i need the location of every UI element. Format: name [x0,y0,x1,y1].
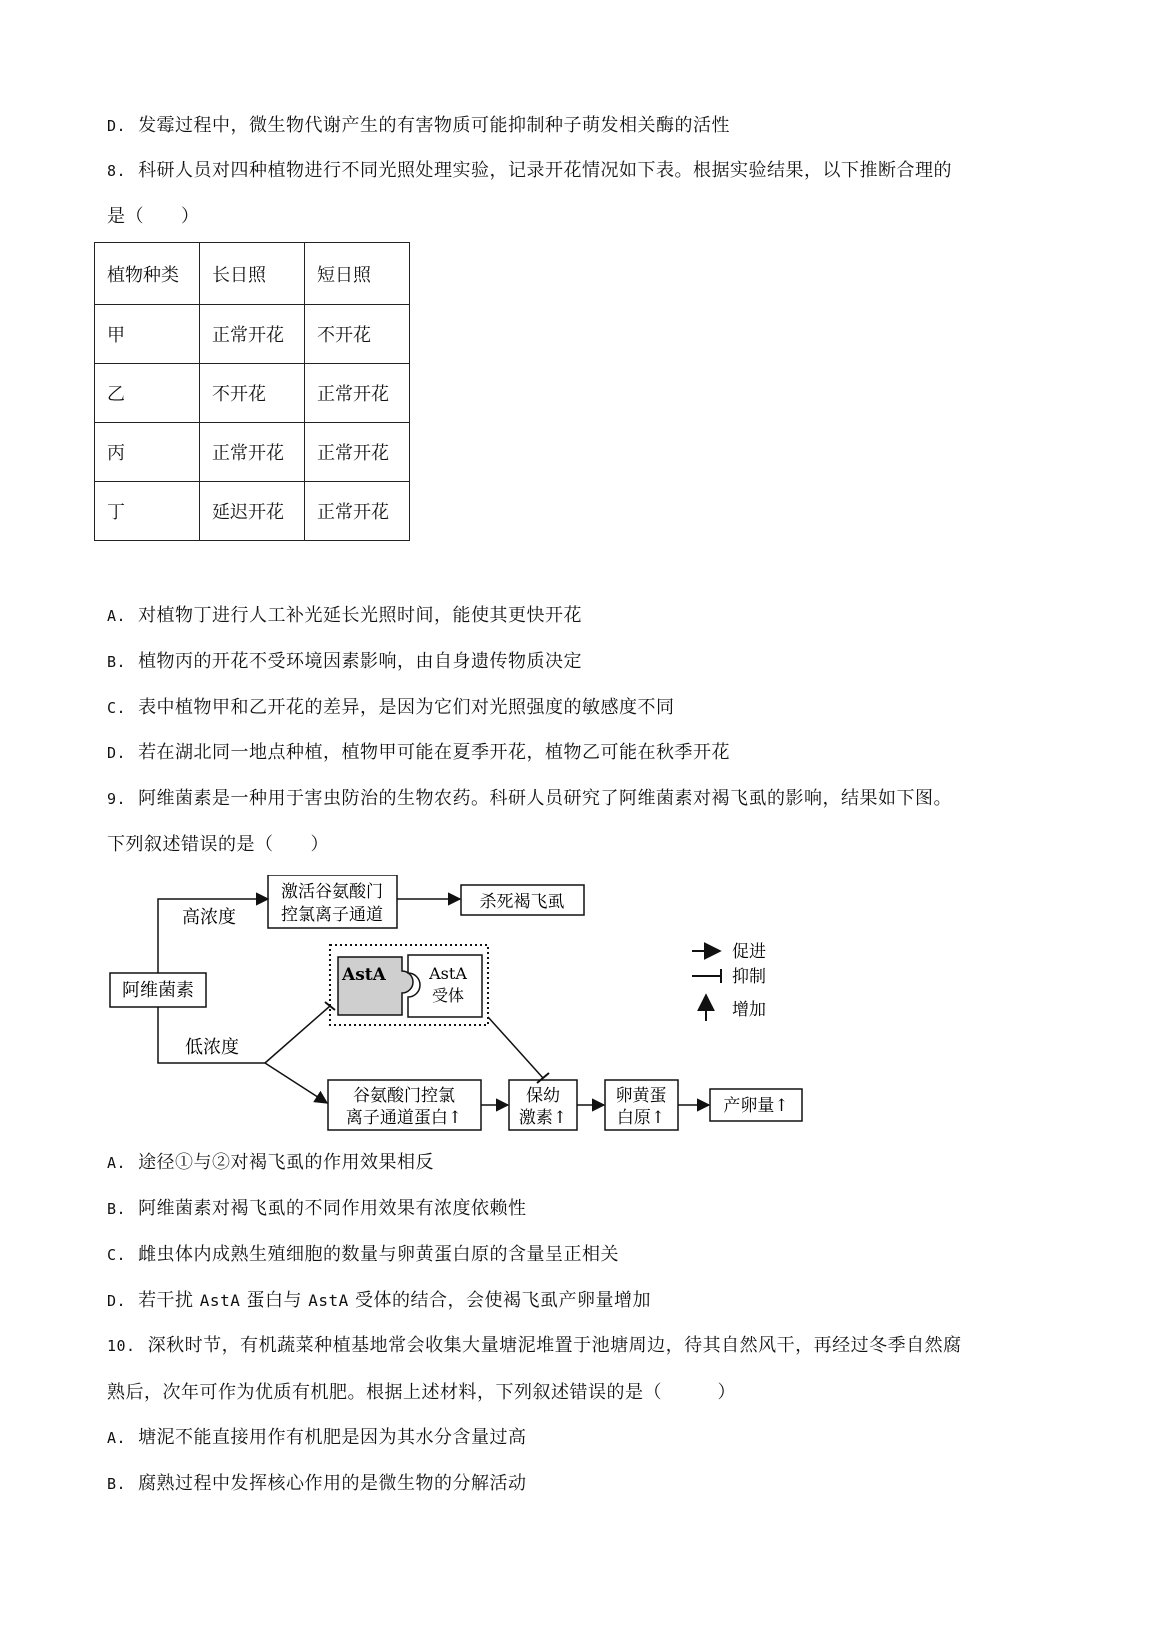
table-cell: 正常开花 [200,423,305,482]
option-term: AstA [308,1291,349,1310]
hormone-line1: 保幼 [526,1086,560,1106]
low-to-receptor-inhibit [265,1006,330,1063]
hormone-line2: 激素↑ [518,1108,568,1128]
question-stem: 科研人员对四种植物进行不同光照处理实验，记录开花情况如下表。根据实验结果，以下推断合理的 [138,160,953,181]
option-text: 腐熟过程中发挥核心作用的是微生物的分解活动 [138,1473,527,1494]
option-label: D. [107,117,127,135]
option-label: A. [107,1429,127,1447]
option-text: 表中植物甲和乙开花的差异，是因为它们对光照强度的敏感度不同 [138,697,675,718]
table-row [95,482,410,541]
option-text: 雌虫体内成熟生殖细胞的数量与卵黄蛋白原的含量呈正相关 [138,1244,620,1265]
protein-line2: 离子通道蛋白↑ [345,1108,463,1128]
q8-option-c [107,696,675,720]
low-to-protein-arrow [265,1063,327,1103]
q10-stem-line1 [107,1334,962,1358]
protein-line1: 谷氨酸门控氯 [353,1086,455,1106]
option-label: A. [107,1154,127,1172]
kill-label: 杀死褐飞虱 [479,892,565,912]
table-row [95,305,410,364]
option-term: AstA [199,1291,241,1310]
table-header: 短日照 [305,243,410,305]
option-label: D. [107,744,127,762]
q9-option-b [107,1197,527,1221]
table-row [95,364,410,423]
table-cell: 正常开花 [200,305,305,364]
option-text: 植物丙的开花不受环境因素影响，由自身遗传物质决定 [138,651,583,672]
option-text: 对植物丁进行人工补光延长光照时间，能使其更快开花 [138,605,583,626]
q8-stem-line2: 是（ ） [107,206,200,227]
flowering-table [94,242,410,541]
table-cell: 正常开花 [305,364,410,423]
receptor-to-hormone-inhibit [488,1017,543,1078]
low-conc-label: 低浓度 [185,1037,239,1058]
source-label: 阿维菌素 [122,980,194,1001]
option-label: D. [107,1292,127,1310]
q8-option-a [107,604,582,628]
table-cell: 丁 [95,482,200,541]
option-text: 蛋白与 [240,1290,309,1311]
q9-option-c [107,1243,619,1267]
q8-option-d [107,741,730,765]
option-label: C. [107,1246,127,1264]
yolk-line2: 白原↑ [616,1108,666,1128]
table-cell: 正常开花 [305,482,410,541]
q10-option-a [107,1426,527,1450]
inhibit-bar [537,1073,549,1083]
activate-line1: 激活谷氨酸门 [281,882,383,902]
question-number: 8. [107,162,127,180]
question-number: 10. [107,1337,136,1355]
table-cell: 甲 [95,305,200,364]
q10-option-b [107,1472,527,1496]
q8-stem-line1 [107,159,952,183]
option-text: 途径①与②对褐飞虱的作用效果相反 [138,1152,435,1173]
asta-receptor-line2: 受体 [431,986,465,1005]
legend-increase-label: 增加 [732,1000,766,1020]
q9-stem-line2: 下列叙述错误的是（ ） [107,834,329,855]
table-cell: 乙 [95,364,200,423]
question-number: 9. [107,790,127,808]
option-label: B. [107,1475,127,1493]
yolk-line1: 卵黄蛋 [615,1086,667,1106]
table-cell: 延迟开花 [200,482,305,541]
q8-option-b [107,650,582,674]
table-header: 长日照 [200,243,305,305]
question-stem: 深秋时节，有机蔬菜种植基地常会收集大量塘泥堆置于池塘周边，待其自然风干，再经过冬季自然腐 [147,1335,962,1356]
option-text: 阿维菌素对褐飞虱的不同作用效果有浓度依赖性 [138,1198,527,1219]
option-text: 发霉过程中，微生物代谢产生的有害物质可能抑制种子萌发相关酶的活性 [138,115,731,136]
eggs-label: 产卵量↑ [723,1096,789,1116]
table-cell: 丙 [95,423,200,482]
option-label: C. [107,699,127,717]
table-row [95,423,410,482]
table-cell: 不开花 [305,305,410,364]
option-text: 若在湖北同一地点种植，植物甲可能在夏季开花，植物乙可能在秋季开花 [138,742,731,763]
legend-inhibit-label: 抑制 [732,967,766,987]
table-header: 植物种类 [95,243,200,305]
option-text: 若干扰 [138,1290,200,1311]
option-label: B. [107,1200,127,1218]
option-text: 受体的结合，会使褐飞虱产卵量增加 [348,1290,652,1311]
question-stem: 阿维菌素是一种用于害虫防治的生物农药。科研人员研究了阿维菌素对褐飞虱的影响，结果如下图。 [138,788,953,809]
q10-stem-line2: 熟后，次年可作为优质有机肥。根据上述材料，下列叙述错误的是（ ） [107,1382,736,1403]
option-label: A. [107,607,127,625]
q9-option-a [107,1151,434,1175]
option-text: 塘泥不能直接用作有机肥是因为其水分含量过高 [138,1427,527,1448]
q9-stem-line1 [107,787,952,811]
q7-option-d [107,114,730,138]
legend-promote-label: 促进 [732,942,766,962]
table-header-row [95,243,410,305]
high-conc-label: 高浓度 [182,907,236,928]
q9-option-d [107,1289,651,1313]
table-cell: 正常开花 [305,423,410,482]
asta-receptor-line1: AstA [429,964,467,983]
asta-ligand-label: AstA [342,965,386,985]
avermectin-diagram [100,875,860,1135]
table-cell: 不开花 [200,364,305,423]
option-label: B. [107,653,127,671]
activate-line2: 控氯离子通道 [281,905,383,925]
